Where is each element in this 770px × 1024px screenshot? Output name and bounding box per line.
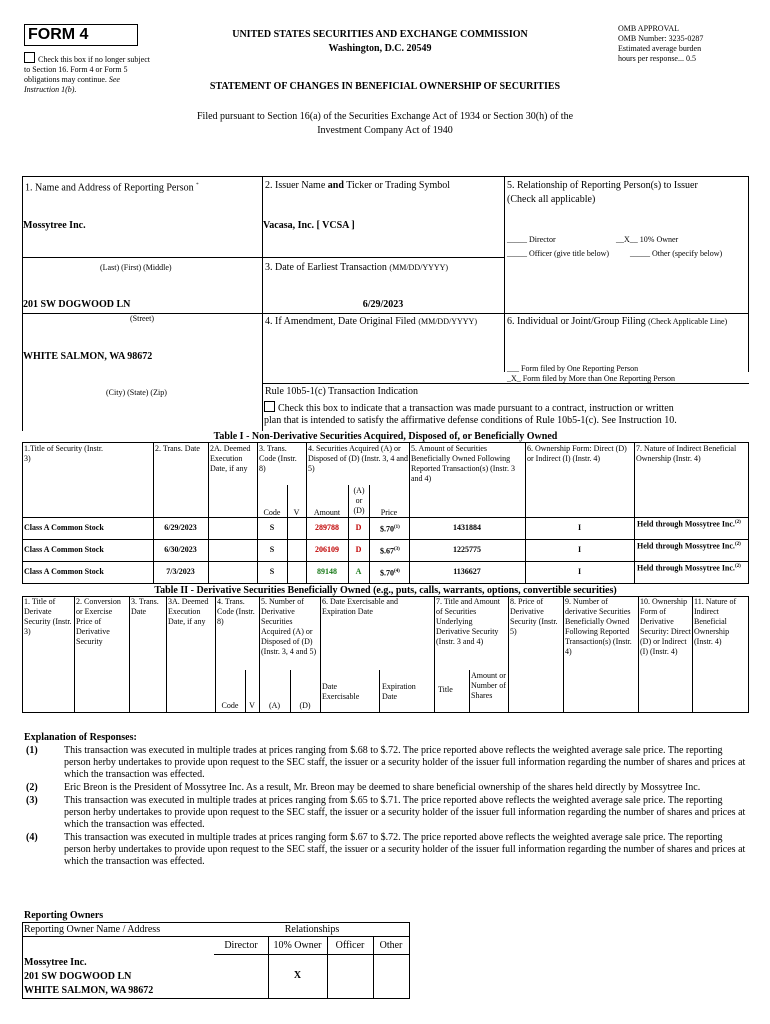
footnote-text: This transaction was executed in multiple trades at prices ranging from $.68 to $.72. The price reported above reflects the weighted average sale price. The reporting person herby undertakes to provide upon request to the SEC staff, the issuer or a security holder of the issuer full information regarding the number of shares and prices at which the transaction was effected. [64,745,746,780]
rule10b5-text [264,401,750,415]
t1-row-owned: 1225775 [453,545,481,554]
t2-sub-d: (D) [299,701,311,710]
t2-sub-a: (A) [268,701,281,710]
issuer-name: Vacasa, Inc. [ VCSA ] [263,220,355,231]
t1-sub-amount: Amount [313,508,341,517]
t2-sub-title: Title [438,685,453,694]
t2-sub-v: V [249,701,255,710]
t1-row-ad: A [355,567,362,576]
t1-row-date: 6/29/2023 [164,523,197,532]
t1-row-ad: D [355,523,362,532]
t1-row-price-value: $.67 [380,546,394,556]
explanation-list [24,745,748,868]
footnote-4 [24,832,748,868]
t2-sub-amount: Amount or Number of Shares [471,671,506,700]
t1-h2: 2. Trans. Date [155,444,200,453]
owner-street: 201 SW DOGWOOD LN [24,971,132,982]
t1-row-price-fn[interactable]: (1) [394,525,400,530]
owners-col-other: Other [379,940,403,951]
owner-ten-percent-mark: X [293,970,302,981]
t1-row-owned: 1136627 [453,567,481,576]
box3-label [265,262,448,274]
agency-name: UNITED STATES SECURITIES AND EXCHANGE COMMISSION [232,29,528,40]
owner-name: Mossytree Inc. [24,957,87,968]
t1-row-date: 6/30/2023 [164,545,197,554]
box2-label [265,180,450,192]
t1-h1: 1.Title of Security (Instr. 3) [24,444,104,463]
owners-col-ten: 10% Owner [273,940,322,951]
t1-row-amount: 289788 [315,523,339,532]
owners-col-relationships: Relationships [284,924,340,935]
t1-h5: 5. Amount of Securities Beneficially Owned Following Reported Transaction(s) (Instr. 3 and 4) [411,444,515,483]
t1-row-nature [637,518,747,530]
t1-h6: 6. Ownership Form: Direct (D) or Indirect (I) (Instr. 4) [527,444,627,463]
t2-h11: 11. Nature of Indirect Beneficial Ownership (Instr. 4) [694,597,737,646]
see-instruction: See Instruction 1(b). [24,75,120,94]
t2-h10: 10. Ownership Form of Derivative Security: Direct (D) or Indirect (I) (Instr. 4) [640,597,691,656]
agency-location: Washington, D.C. 20549 [328,43,432,54]
t1-row-title: Class A Common Stock [24,567,104,576]
form-title-box [24,24,138,46]
t1-row-amount: 89148 [317,567,337,576]
name-caption: (Last) (First) (Middle) [100,263,172,272]
t2-h3: 3. Trans. Date [131,597,159,616]
rule10b5-checkbox[interactable] [264,401,275,412]
t1-row-date: 7/3/2023 [166,567,195,576]
omb-approval-box [618,24,748,64]
t2-h3a: 3A. Deemed Execution Date, if any [168,597,209,626]
t1-sub-code: Code [263,508,281,517]
box6-label-text: 6. Individual or Joint/Group Filing [507,316,646,327]
box6-label-paren: (Check Applicable Line) [648,317,728,326]
street-caption: (Street) [130,314,154,323]
t1-row-form: I [577,567,582,576]
footnote-num: (1) [26,745,38,756]
t2-sub-date-ex: Date Exercisable [322,682,360,701]
box5-label-2: (Check all applicable) [507,194,596,205]
t1-row-nature-fn[interactable]: (2) [734,520,741,525]
box1-label-sup: * [196,183,199,188]
t1-row-nature [637,562,747,574]
t1-sub-v: V [293,508,300,517]
t1-row-amount: 206109 [315,545,339,554]
t1-row-nature [637,540,747,552]
t1-row-ad: D [355,545,362,554]
footnote-1 [24,745,748,781]
rule10b5-text-1: Check this box to indicate that a transaction was made pursuant to a contract, instruction or written [278,403,674,414]
reporting-person-name: Mossytree Inc. [23,220,86,231]
t1-row-price-value: $.70 [380,568,394,578]
reporting-person-city: WHITE SALMON, WA 98672 [23,351,153,362]
table1-title: Table I - Non-Derivative Securities Acquired, Disposed of, or Beneficially Owned [213,431,558,442]
footnote-num: (2) [26,782,38,793]
t1-row-form: I [577,523,582,532]
box3-label-fmt: (MM/DD/YYYY) [389,263,449,272]
footnote-3 [24,795,748,831]
relationship-director: _____ Director [507,235,556,244]
footnote-2 [24,782,748,794]
box5-label [507,180,747,206]
box1-label [25,180,199,194]
t1-row-code: S [269,545,275,554]
rule10b5-text-2: plan that is intended to satisfy the affirmative defense conditions of Rule 10b5-1(c). See Instruction 10. [264,415,677,426]
t2-h5: 5. Number of Derivative Securities Acquired (A) or Disposed of (D) (Instr. 3, 4 and 5) [261,597,317,656]
t1-row-nature-fn[interactable]: (2) [734,564,741,569]
t1-sub-price: Price [380,508,398,517]
t2-h8: 8. Price of Derivative Security (Instr. 5) [510,597,558,636]
t2-h2: 2. Conversion or Exercise Price of Derivative Security [76,597,121,646]
rule10b5-title: Rule 10b5-1(c) Transaction Indication [265,386,419,397]
owners-col-officer: Officer [335,940,365,951]
table2-title: Table II - Derivative Securities Beneficially Owned (e.g., puts, calls, warrants, options, convertible securities) [154,585,617,596]
box2-label-and: and [327,180,344,191]
footnote-text: This transaction was executed in multiple trades at prices ranging form $.67 to $.72. The price reported above reflects the weighted average sale price. The reporting person herby undertakes to provide upon request to the SEC staff, the issuer or a security holder of the issuer full information regarding the number of shares and prices at which the transaction was effected. [64,832,746,867]
omb-burden-2: hours per response... 0.5 [618,54,696,63]
t1-row-code: S [269,523,275,532]
box3-label-text: 3. Date of Earliest Transaction [265,262,387,273]
box4-label-fmt: (MM/DD/YYYY) [418,317,477,326]
t1-row-form: I [577,545,582,554]
t1-row-price [380,523,400,535]
box2-label-b: Ticker or Trading Symbol [346,180,451,191]
t1-row-nature-text: Held through Mossytree Inc. [637,563,735,573]
section16-checkbox-text: Check this box if no longer subject to Section 16. Form 4 or Form 5 obligations may continue. [24,55,150,84]
t2-h6: 6. Date Exercisable and Expiration Date [322,597,398,616]
box1-label-text: 1. Name and Address of Reporting Person [25,182,194,194]
filing-more-than-one: _X_ Form filed by More than One Reporting Person [507,374,675,383]
footnote-num: (3) [26,795,38,806]
t1-h4: 4. Securities Acquired (A) or Disposed of (D) (Instr. 3, 4 and 5) [308,444,408,473]
footnote-text: This transaction was executed in multiple trades at prices ranging from $.65 to $.71. The price reported above reflects the weighted average sale price. The reporting person herby undertakes to provide upon request to the SEC staff, the issuer or a security holder of the issuer full information regarding the number of shares and prices at which the transaction was effected. [64,795,746,830]
explanation-heading: Explanation of Responses: [24,732,137,743]
owner-city: WHITE SALMON, WA 98672 [24,985,154,996]
filed-pursuant-2: Investment Company Act of 1940 [317,125,453,136]
owner-name-address [24,957,153,997]
relationship-officer: _____ Officer (give title below) [507,249,610,258]
owners-col-director: Director [224,940,258,951]
t1-h7: 7. Nature of Indirect Beneficial Ownership (Instr. 4) [636,444,737,463]
t1-row-price-fn[interactable]: (4) [394,569,400,574]
earliest-transaction-date: 6/29/2023 [362,299,404,310]
t1-h3: 3. Trans. Code (Instr. 8) [259,444,297,473]
form-title: FORM 4 [28,26,89,43]
box5-label-1: 5. Relationship of Reporting Person(s) to Issuer [507,180,698,191]
relationship-ten-percent: __X__ 10% Owner [616,235,679,244]
t1-row-price-value: $.70 [380,524,394,534]
t1-row-title: Class A Common Stock [24,545,104,554]
omb-burden-1: Estimated average burden [618,44,702,53]
t2-h9: 9. Number of derivative Securities Beneficially Owned Following Reported Transaction(s) (Instr. 4) [565,597,632,656]
filing-one-person: ___ Form filed by One Reporting Person [507,364,639,373]
t1-row-nature-text: Held through Mossytree Inc. [637,541,735,551]
t1-row-nature-text: Held through Mossytree Inc. [637,519,735,529]
reporting-owners-heading: Reporting Owners [24,910,104,921]
t2-h4: 4. Trans. Code (Instr. 8) [217,597,255,626]
reporting-person-street: 201 SW DOGWOOD LN [23,299,131,310]
t1-row-nature-fn[interactable]: (2) [734,542,741,547]
owners-col-name: Reporting Owner Name / Address [24,924,161,935]
box6-label [507,316,747,328]
box2-label-a: 2. Issuer Name [265,180,326,191]
statement-title: STATEMENT OF CHANGES IN BENEFICIAL OWNERSHIP OF SECURITIES [209,81,561,92]
t1-row-code: S [269,567,275,576]
relationship-other: _____ Other (specify below) [630,249,723,258]
city-caption: (City) (State) (Zip) [106,388,167,397]
footnote-text: Eric Breon is the President of Mossytree Inc. As a result, Mr. Breon may be deemed to share beneficial ownership of the shares held directly by Mossytree Inc. [64,782,701,793]
t2-h1: 1. Title of Derivate Security (Instr. 3) [24,597,72,636]
box4-label [265,316,477,328]
t1-h2a: 2A. Deemed Execution Date, if any [210,444,251,473]
section16-checkbox-block [24,52,154,95]
t2-h7: 7. Title and Amount of Securities Underlying Derivative Security (Instr. 3 and 4) [436,597,501,646]
omb-title: OMB APPROVAL [618,24,679,33]
t1-row-owned: 1431884 [453,523,481,532]
section16-checkbox[interactable] [24,52,35,63]
box4-label-text: 4. If Amendment, Date Original Filed [265,316,416,327]
omb-number: OMB Number: 3235-0287 [618,34,704,43]
t2-sub-exp: Expiration Date [382,682,416,701]
t1-row-price [380,545,400,557]
t1-sub-aord: (A) or (D) [353,486,365,515]
t1-row-price [380,567,400,579]
filed-pursuant-1: Filed pursuant to Section 16(a) of the Securities Exchange Act of 1934 or Section 30(h) of the [196,111,574,122]
t1-row-title: Class A Common Stock [24,523,104,532]
t1-row-price-fn[interactable]: (3) [394,547,400,552]
t2-sub-code: Code [221,701,239,710]
footnote-num: (4) [26,832,38,843]
